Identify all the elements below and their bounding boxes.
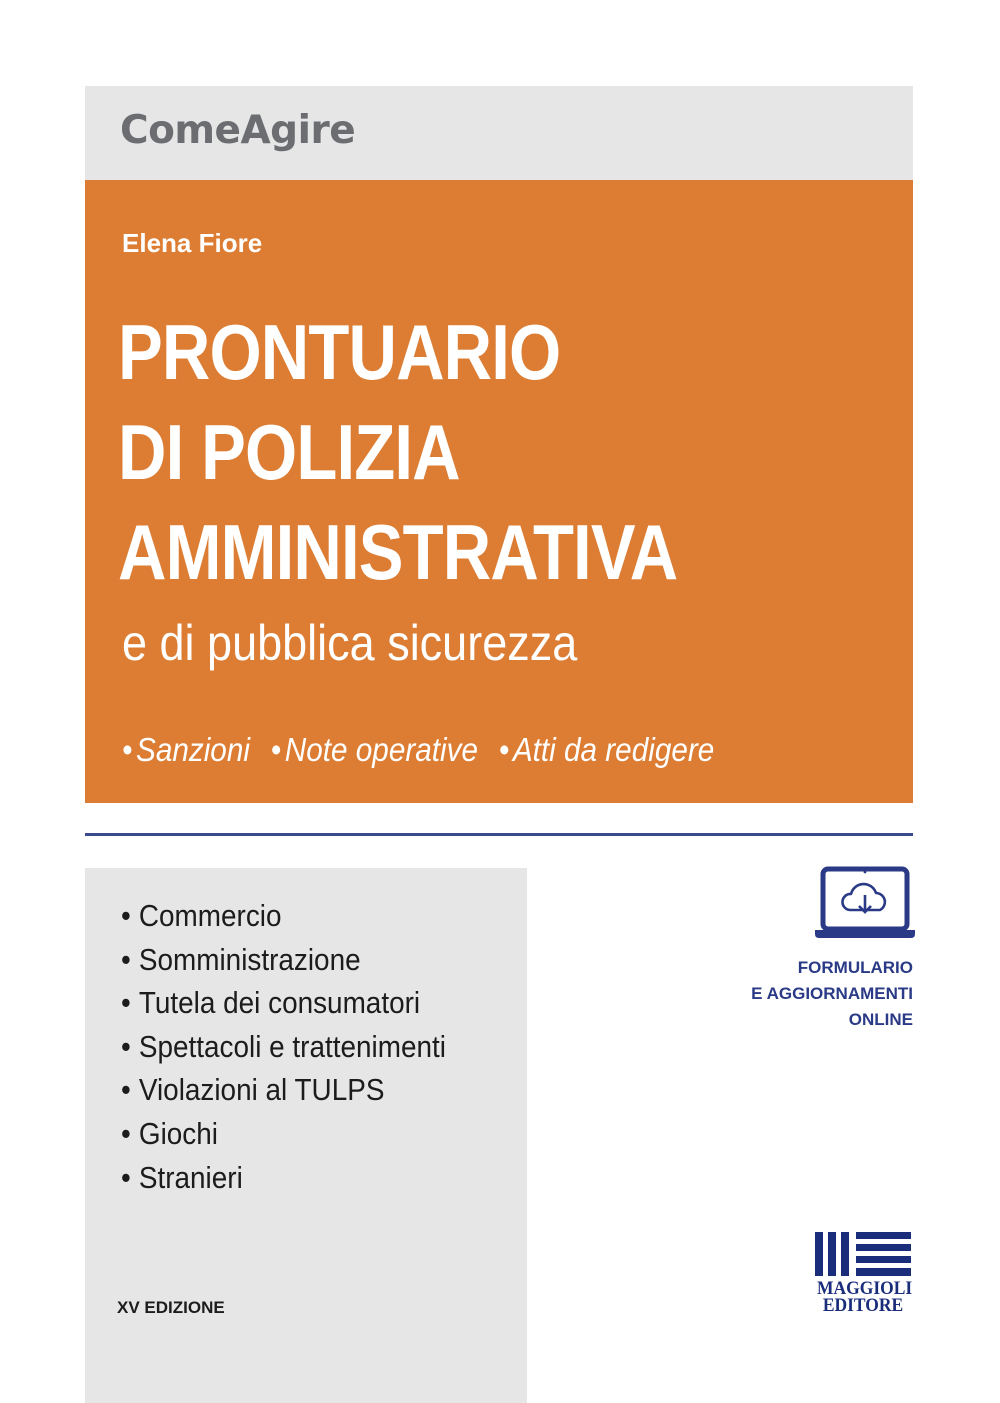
- bullet: •: [122, 731, 133, 768]
- subtitle: e di pubblica sicurezza: [122, 615, 578, 671]
- divider-rule: [85, 833, 913, 836]
- series-name: ComeAgire: [120, 108, 356, 153]
- bullet: •: [270, 731, 282, 768]
- topics-list: [121, 898, 482, 1203]
- title-line-2: DI POLIZIA: [118, 408, 460, 496]
- title-line-1: PRONTUARIO: [118, 308, 561, 396]
- features-line: [122, 733, 727, 766]
- laptop-cloud-download-icon: [815, 866, 915, 940]
- feature-item: Note operative: [284, 731, 478, 768]
- bullet: •: [498, 731, 510, 768]
- feature-item: Sanzioni: [136, 731, 250, 768]
- online-label-line: E AGGIORNAMENTI: [751, 984, 913, 1003]
- topic-item: • Violazioni al TULPS: [121, 1072, 385, 1108]
- topic-item: • Stranieri: [121, 1159, 243, 1195]
- edition-label: XV EDIZIONE: [117, 1298, 225, 1317]
- online-label-line: ONLINE: [848, 1010, 913, 1029]
- maggioli-logo-icon: [813, 1228, 913, 1278]
- online-label-line: FORMULARIO: [797, 958, 913, 977]
- online-resources-label: [740, 955, 913, 1033]
- title-block: [85, 180, 913, 803]
- topic-item: • Commercio: [121, 898, 282, 933]
- series-band: [85, 86, 913, 180]
- author-name: Elena Fiore: [122, 228, 263, 258]
- publisher-logo: [813, 1228, 913, 1318]
- topic-item: • Giochi: [121, 1115, 218, 1151]
- publisher-name-line: EDITORE: [822, 1295, 904, 1316]
- feature-item: Atti da redigere: [512, 731, 715, 768]
- title-line-3: AMMINISTRATIVA: [118, 508, 678, 596]
- topic-item: • Tutela dei consumatori: [121, 985, 421, 1021]
- topic-item: • Somministrazione: [121, 941, 361, 977]
- topics-panel: [85, 868, 527, 1403]
- topic-item: • Spettacoli e trattenimenti: [121, 1028, 446, 1064]
- publisher-name-line: MAGGIOLI: [817, 1278, 913, 1299]
